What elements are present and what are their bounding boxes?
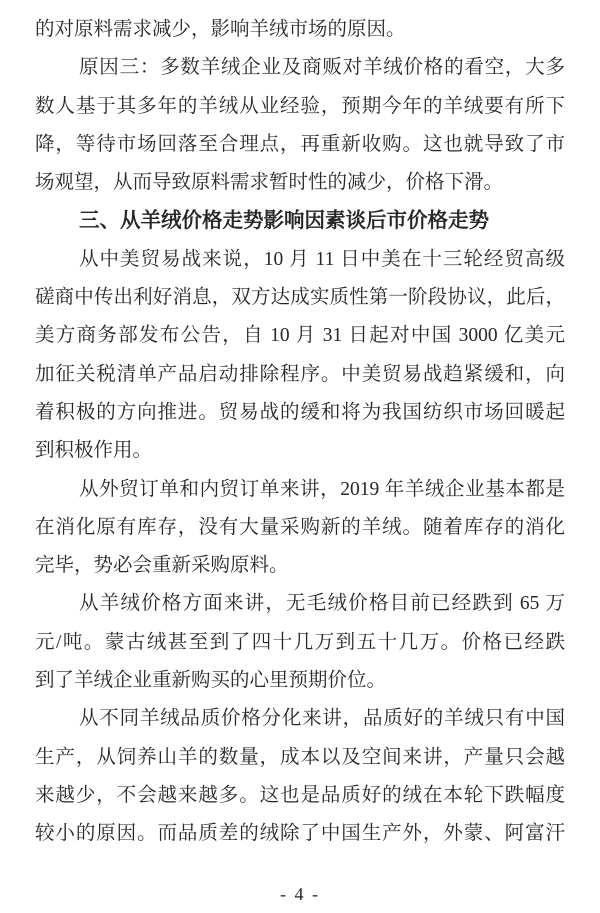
text-line: 磋商中传出利好消息，双方达成实质性第一阶段协议，此后， <box>35 287 565 309</box>
section-heading: 三、从羊绒价格走势影响因素谈后市价格走势 <box>79 210 489 233</box>
text-line: 元/吨。蒙古绒甚至到了四十几万到五十几万。价格已经跌 <box>35 631 565 653</box>
text-line: 到了羊绒企业重新购买的心里预期价位。 <box>35 670 387 692</box>
text-line: 降，等待市场回落至合理点，再重新收购。这也就导致了市 <box>35 133 565 155</box>
text-line: 从不同羊绒品质价格分化来讲，品质好的羊绒只有中国 <box>79 708 565 730</box>
text-line: 场观望，从而导致原料需求暂时性的减少，价格下滑。 <box>35 172 504 194</box>
text-line: 数人基于其多年的羊绒从业经验，预期今年的羊绒要有所下 <box>35 95 565 117</box>
text-line: 原因三：多数羊绒企业及商贩对羊绒价格的看空，大多 <box>79 57 565 79</box>
text-line: 生产，从饲养山羊的数量，成本以及空间来讲，产量只会越 <box>35 746 565 768</box>
text-line: 着积极的方向推进。贸易战的缓和将为我国纺织市场回暖起 <box>35 401 565 423</box>
text-line: 加征关税清单产品启动排除程序。中美贸易战趋紧缓和，向 <box>35 363 565 385</box>
text-line: 在消化原有库存，没有大量采购新的羊绒。随着库存的消化 <box>35 516 565 538</box>
text-line: 从羊绒价格方面来讲，无毛绒价格目前已经跌到 65 万 <box>79 593 565 615</box>
text-line: 的对原料需求减少，影响羊绒市场的原因。 <box>35 19 406 40</box>
text-line: 完毕，势必会重新采购原料。 <box>35 555 289 577</box>
text-line: 来越少，不会越来越多。这也是品质好的绒在本轮下跌幅度 <box>35 784 565 806</box>
text-line: 从外贸订单和内贸订单来讲，2019 年羊绒企业基本都是 <box>79 478 565 500</box>
text-line: 到积极作用。 <box>35 440 153 462</box>
page-number: - 4 - <box>280 884 320 904</box>
text-line: 较小的原因。而品质差的绒除了中国生产外，外蒙、阿富汗 <box>35 823 565 845</box>
text-line: 美方商务部发布公告，自 10 月 31 日起对中国 3000 亿美元 <box>35 325 565 347</box>
text-line: 从中美贸易战来说，10 月 11 日中美在十三轮经贸高级 <box>79 248 565 270</box>
document-body <box>35 11 565 854</box>
